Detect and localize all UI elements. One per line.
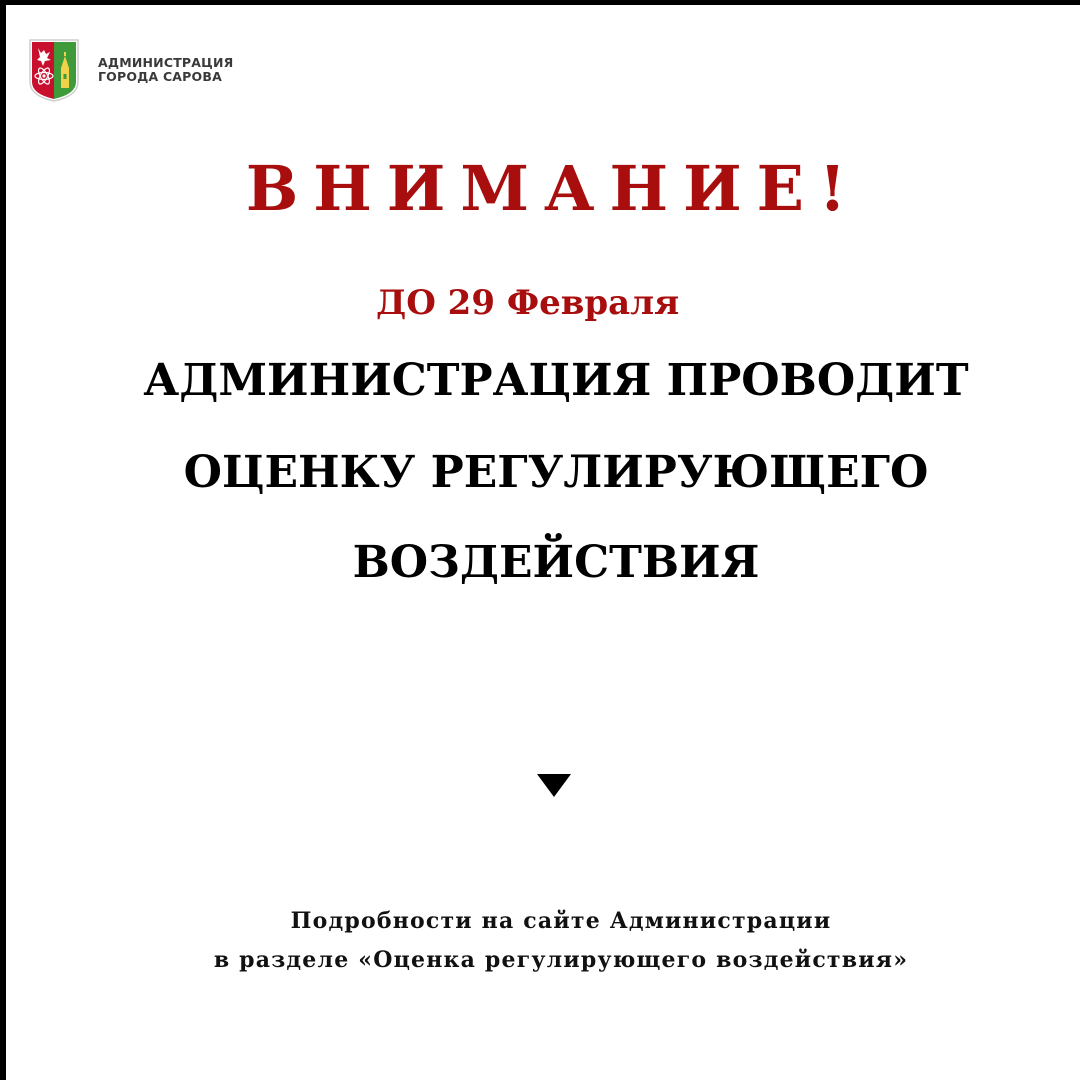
main-text-line-1: АДМИНИСТРАЦИЯ ПРОВОДИТ: [143, 355, 969, 406]
main-text-line-2: ОЦЕНКУ РЕГУЛИРУЮЩЕГО: [183, 447, 929, 498]
attention-headline: ВНИМАНИЕ!: [245, 152, 862, 225]
triangle-down-icon: [537, 774, 571, 797]
main-text-line-3: ВОЗДЕЙСТВИЯ: [352, 537, 760, 588]
deadline-text: ДО 29 Февраля: [376, 283, 680, 323]
organization-name: АДМИНИСТРАЦИЯ ГОРОДА САРОВА: [98, 55, 234, 84]
sarov-coat-of-arms-icon: [28, 38, 80, 102]
footer-text-line-2: в разделе «Оценка регулирующего воздействия»: [213, 947, 909, 973]
header: [28, 38, 298, 102]
footer-text-line-1: Подробности на сайте Администрации: [290, 908, 832, 934]
